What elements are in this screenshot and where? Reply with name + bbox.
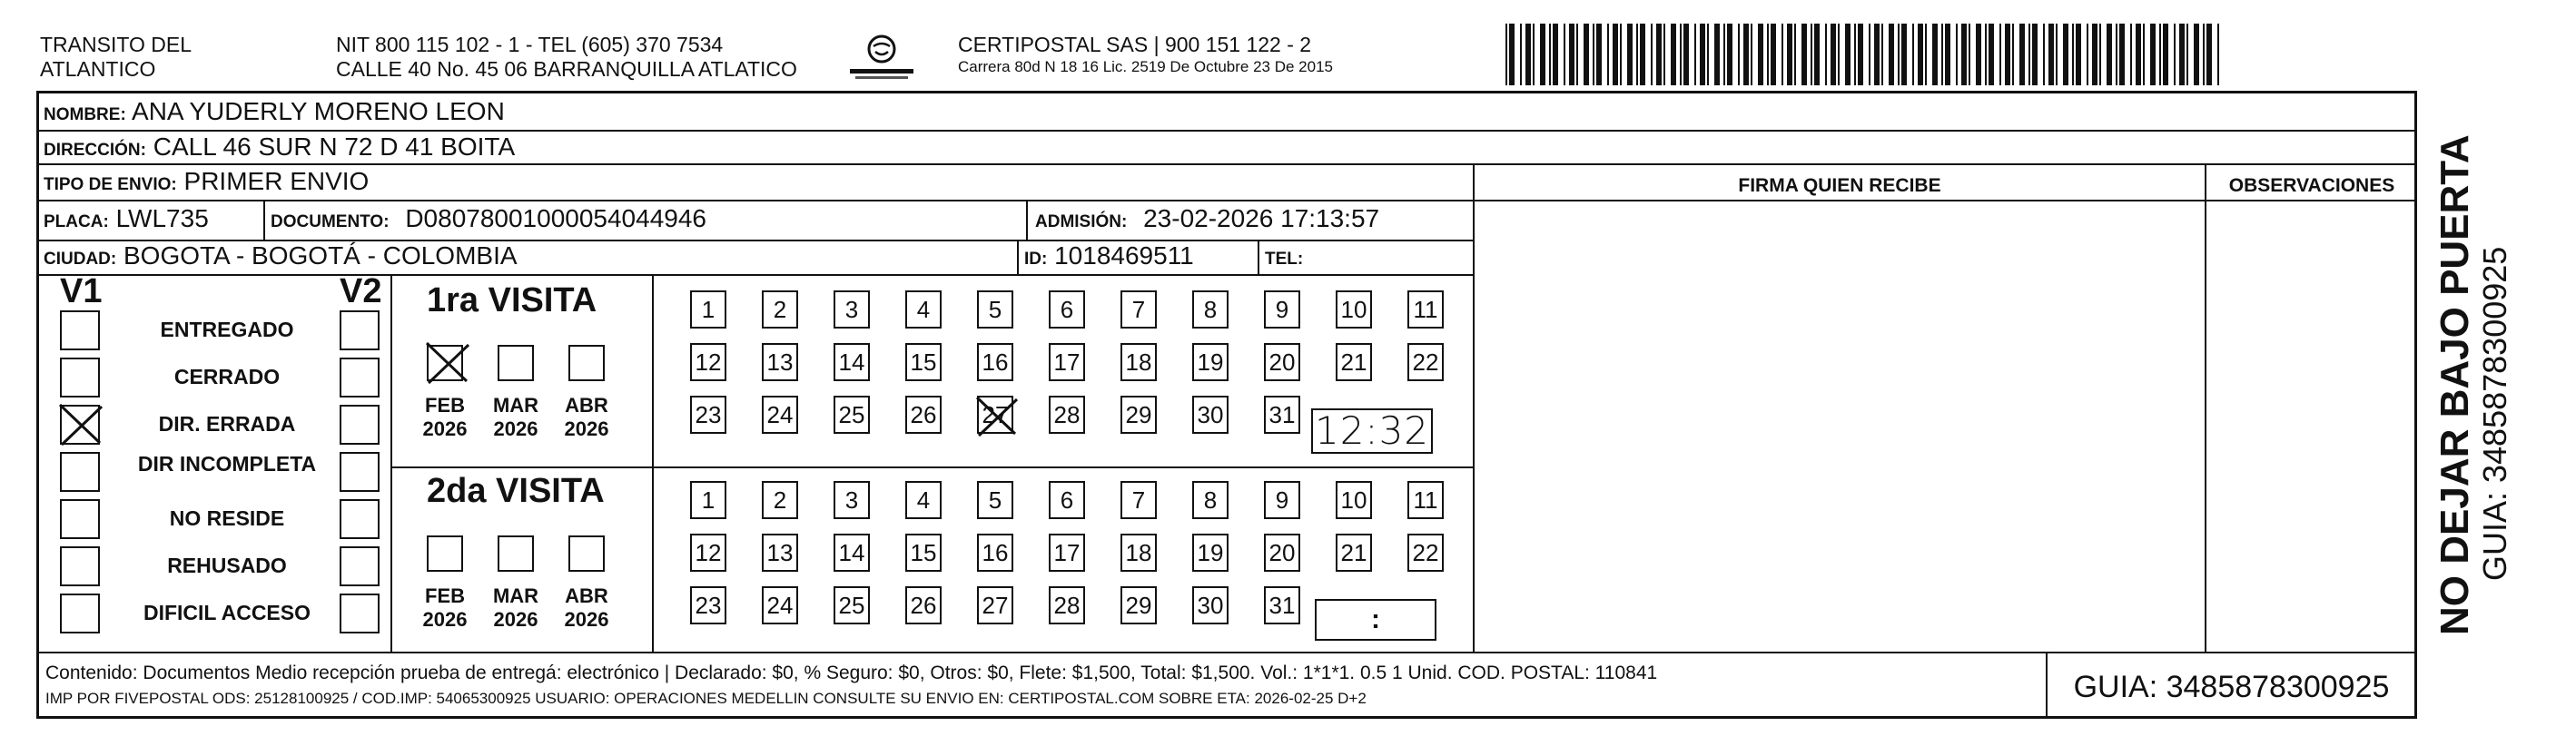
month-label: ABR 2026: [564, 394, 609, 440]
second-visit-day[interactable]: 20: [1264, 534, 1300, 572]
month-label: MAR 2026: [492, 394, 539, 440]
status-option-label: DIR. ERRADA: [158, 412, 296, 436]
observations-header: OBSERVACIONES: [2228, 175, 2395, 196]
first-visit-day[interactable]: 31: [1264, 396, 1300, 434]
first-visit-day[interactable]: 11: [1407, 290, 1444, 329]
signature-header: FIRMA QUIEN RECIBE: [1738, 175, 1941, 196]
first-visit-day[interactable]: 19: [1192, 343, 1229, 381]
recipient-name: ANA YUDERLY MORENO LEON: [132, 97, 505, 125]
first-visit-month-checkbox[interactable]: [568, 345, 605, 381]
second-visit-day[interactable]: 6: [1049, 481, 1085, 519]
id-field: ID: 1018469511: [1024, 241, 1194, 270]
print-info-line: IMP POR FIVEPOSTAL ODS: 25128100925 / COD.IMP: 54065300925 USUARIO: OPERACIONES MEDELLIN CONSULTE SU ENVIO EN: CERTIPOSTAL.COM SOBRE ETA: 2026-02-25 D+2: [45, 690, 1367, 707]
first-visit-day[interactable]: 3: [834, 290, 870, 329]
second-visit-day[interactable]: 12: [690, 534, 726, 572]
second-visit-day[interactable]: 1: [690, 481, 726, 519]
second-visit-day[interactable]: 25: [834, 586, 870, 624]
second-visit-day[interactable]: 10: [1336, 481, 1372, 519]
second-visit-day[interactable]: 14: [834, 534, 870, 572]
month-label: ABR 2026: [564, 584, 609, 631]
first-visit-day[interactable]: 6: [1049, 290, 1085, 329]
first-visit-day[interactable]: 22: [1407, 343, 1444, 381]
side-guide-number: GUIA: 3485878300925: [2476, 246, 2513, 581]
first-visit-day[interactable]: 18: [1120, 343, 1157, 381]
second-visit-time-box: [1315, 599, 1436, 641]
v1-label: V1: [60, 272, 103, 310]
id-value: 1018469511: [1054, 241, 1194, 270]
status-option-label: DIFICIL ACCESO: [143, 601, 311, 624]
first-visit-day[interactable]: 1: [690, 290, 726, 329]
first-visit-day[interactable]: 24: [762, 396, 798, 434]
contents-line: Contenido: Documentos Medio recepción prueba de entregá: electrónico | Declarado: $0, % Seguro: $0, Otros: $0, Flete: $1,500, Total: $1,500. Vol.: 1*1*1. 0.5 1 Unid. COD. POSTAL: 110841: [45, 663, 1658, 683]
courier-info: CERTIPOSTAL SAS | 900 151 122 - 2 Carrera 80d N 18 16 Lic. 2519 De Octubre 23 De 2015: [958, 33, 1333, 75]
recipient-name-field: NOMBRE: ANA YUDERLY MORENO LEON: [44, 97, 505, 125]
second-visit-day[interactable]: 23: [690, 586, 726, 624]
second-visit-day[interactable]: 13: [762, 534, 798, 572]
second-visit-day[interactable]: 3: [834, 481, 870, 519]
sender-name: TRANSITO DEL ATLANTICO: [40, 33, 192, 81]
first-visit-day[interactable]: 23: [690, 396, 726, 434]
v1-check-mark: [56, 401, 104, 451]
month-label: FEB 2026: [422, 584, 468, 631]
first-visit-day[interactable]: 25: [834, 396, 870, 434]
first-visit-day[interactable]: 13: [762, 343, 798, 381]
first-visit-day[interactable]: 4: [905, 290, 942, 329]
side-warning: NO DEJAR BAJO PUERTA: [2433, 134, 2477, 635]
month-label: MAR 2026: [492, 584, 539, 631]
first-visit-day[interactable]: 21: [1336, 343, 1372, 381]
status-option-label: DIR INCOMPLETA: [137, 452, 317, 476]
first-visit-day[interactable]: 16: [977, 343, 1013, 381]
second-visit-day[interactable]: 16: [977, 534, 1013, 572]
first-visit-day[interactable]: 12: [690, 343, 726, 381]
recipient-address: CALL 46 SUR N 72 D 41 BOITA: [153, 133, 516, 161]
first-visit-day[interactable]: 15: [905, 343, 942, 381]
day-check-mark: [973, 394, 1019, 442]
second-visit-day[interactable]: 8: [1192, 481, 1229, 519]
second-visit-day[interactable]: 24: [762, 586, 798, 624]
side-text: [2433, 134, 2513, 635]
status-option-label: ENTREGADO: [160, 318, 294, 341]
status-option-label: REHUSADO: [167, 554, 287, 577]
second-visit-day[interactable]: 22: [1407, 534, 1444, 572]
second-visit-day[interactable]: 5: [977, 481, 1013, 519]
second-visit-day[interactable]: 4: [905, 481, 942, 519]
second-visit-day[interactable]: 19: [1192, 534, 1229, 572]
second-visit-day[interactable]: 29: [1120, 586, 1157, 624]
second-visit-day[interactable]: 27: [977, 586, 1013, 624]
second-visit-day[interactable]: 17: [1049, 534, 1085, 572]
month-label: FEB 2026: [422, 394, 468, 440]
second-visit-time: :: [1371, 604, 1380, 634]
first-visit-day[interactable]: 27: [977, 396, 1013, 434]
first-visit-day[interactable]: 20: [1264, 343, 1300, 381]
shipment-type-field: TIPO DE ENVIO: PRIMER ENVIO: [44, 167, 370, 195]
document-value: D080780010000540449​46: [405, 204, 706, 232]
first-visit-day[interactable]: 8: [1192, 290, 1229, 329]
first-visit-day[interactable]: 10: [1336, 290, 1372, 329]
second-visit-day[interactable]: 7: [1120, 481, 1157, 519]
city-field: CIUDAD: BOGOTA - BOGOTÁ - COLOMBIA: [44, 241, 518, 270]
first-visit-day[interactable]: 7: [1120, 290, 1157, 329]
first-visit-day[interactable]: 2: [762, 290, 798, 329]
second-visit-day[interactable]: 11: [1407, 481, 1444, 519]
second-visit-day[interactable]: 21: [1336, 534, 1372, 572]
first-visit-day[interactable]: 5: [977, 290, 1013, 329]
barcode: [1505, 24, 2232, 87]
second-visit-day[interactable]: 26: [905, 586, 942, 624]
plate-value: LWL735: [115, 204, 209, 232]
second-visit-day[interactable]: 2: [762, 481, 798, 519]
first-visit-day[interactable]: 28: [1049, 396, 1085, 434]
first-visit-day[interactable]: 14: [834, 343, 870, 381]
second-visit-day[interactable]: 9: [1264, 481, 1300, 519]
city-value: BOGOTA - BOGOTÁ - COLOMBIA: [123, 241, 518, 270]
first-visit-time: 12:32: [1314, 408, 1430, 453]
second-visit-day[interactable]: 15: [905, 534, 942, 572]
phone-field: TEL:: [1265, 250, 1304, 269]
first-visit-time-box: [1311, 408, 1433, 454]
sender-info: NIT 800 115 102 - 1 - TEL (605) 370 7534 CALLE 40 No. 45 06 BARRANQUILLA ATLATICO: [336, 33, 797, 81]
first-visit-day[interactable]: 29: [1120, 396, 1157, 434]
first-visit-title: 1ra VISITA: [427, 281, 597, 319]
admission-date: 23-02-2026 17:13:57: [1143, 204, 1380, 232]
first-visit-day[interactable]: 17: [1049, 343, 1085, 381]
shipment-type: PRIMER ENVIO: [183, 167, 370, 195]
status-option-label: CERRADO: [173, 365, 281, 388]
second-visit-day[interactable]: 28: [1049, 586, 1085, 624]
v2-label: V2: [340, 272, 382, 310]
first-visit-day[interactable]: 9: [1264, 290, 1300, 329]
second-visit-month-checkbox[interactable]: [568, 535, 605, 572]
status-option-label: NO RESIDE: [169, 506, 285, 530]
plate-field: PLACA: LWL735: [44, 204, 209, 232]
second-visit-day[interactable]: 18: [1120, 534, 1157, 572]
admission-field: ADMISIÓN: 23-02-2026 17:13:57: [1035, 204, 1380, 232]
month-check-mark: [423, 339, 470, 389]
second-visit-title: 2da VISITA: [427, 472, 605, 510]
first-visit-day[interactable]: 26: [905, 396, 942, 434]
second-visit-month-checkbox[interactable]: [498, 535, 534, 572]
document-field: DOCUMENTO: D080780010000540449​46: [271, 204, 706, 232]
footer-guide-number: GUIA: 3485878300925: [2073, 670, 2390, 704]
first-visit-month-checkbox[interactable]: [498, 345, 534, 381]
address-field: DIRECCIÓN: CALL 46 SUR N 72 D 41 BOITA: [44, 133, 516, 161]
second-visit-day[interactable]: 30: [1192, 586, 1229, 624]
courier-logo-icon: [841, 33, 923, 83]
first-visit-day[interactable]: 30: [1192, 396, 1229, 434]
second-visit-day[interactable]: 31: [1264, 586, 1300, 624]
second-visit-month-checkbox[interactable]: [427, 535, 463, 572]
